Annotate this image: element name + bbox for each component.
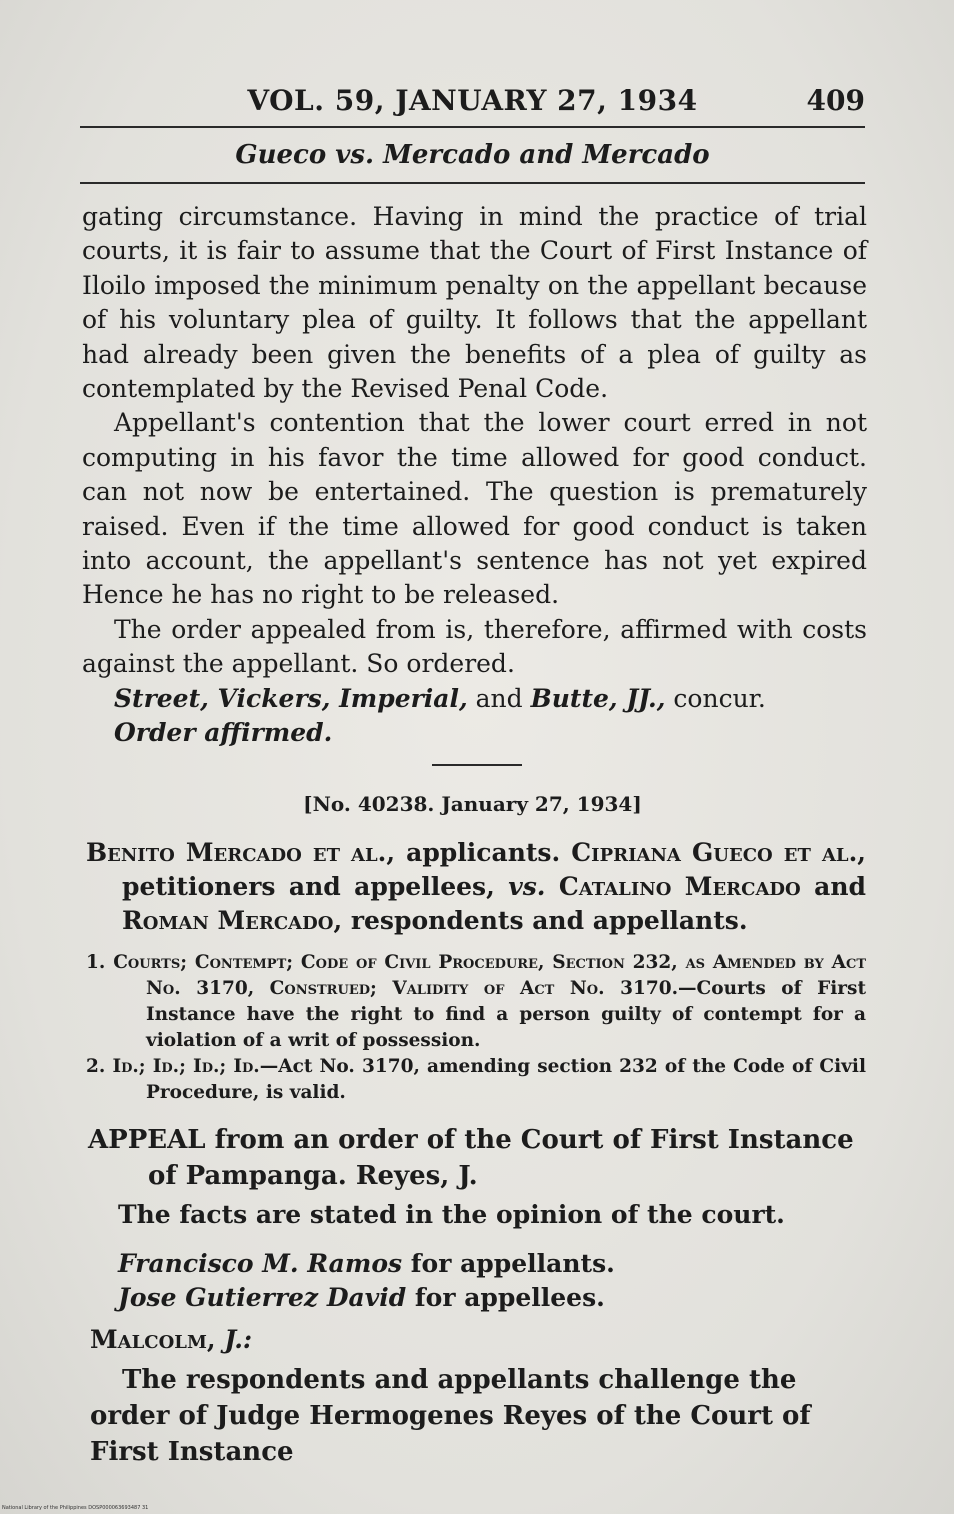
justice-title: J.:: [224, 1325, 253, 1354]
page-number: 409: [806, 84, 865, 117]
syllabus-number: 2.: [86, 1056, 106, 1077]
counsel-name: Jose Gutierrez David: [118, 1283, 407, 1312]
syllabus-body: —Courts of First Instance have the right to find a person guilty of contempt for a violation of a writ of possession.: [146, 978, 866, 1051]
syllabus: [86, 950, 866, 1106]
case-divider: [432, 764, 522, 766]
running-head: Gueco vs. Mercado and Mercado: [235, 140, 710, 170]
concurring-justices: Street, Vickers, Imperial,: [114, 683, 468, 713]
counsel-role: for appellees.: [406, 1283, 605, 1312]
previous-case-text: [82, 200, 867, 751]
concurring-and: and: [475, 683, 523, 713]
syllabus-number: 1.: [86, 952, 106, 973]
justice-name: Malcolm,: [90, 1325, 216, 1354]
opinion-author: [90, 1325, 252, 1354]
concurring-last: Butte, JJ.,: [530, 683, 666, 713]
party-name: Benito Mercado et al.: [86, 838, 387, 867]
syllabus-heading: Courts; Contempt; Code of Civil Procedure, Section 232, as Amended by Act No. 3170, Construed; Validity of Act No. 3170.: [113, 952, 866, 999]
party-name: Catalino Mercado: [558, 872, 801, 901]
party-text: and: [800, 872, 866, 901]
paragraph: The order appealed from is, therefore, affirmed with costs against the appellant. So ordered.: [82, 614, 867, 679]
concurrence: [82, 682, 867, 716]
facts-statement: The facts are stated in the opinion of the court.: [118, 1200, 785, 1229]
concur-word: concur.: [673, 683, 766, 713]
party-text: [546, 872, 559, 901]
case-number: [No. 40238. January 27, 1934]: [303, 792, 642, 816]
paragraph: gating circumstance. Having in mind the practice of trial courts, it is fair to assume that the Court of First Instance of Iloilo imposed the minimum penalty on the appellant because of his voluntary plea of guilty. It follows that the appellant had already been given the benefits of a plea of guilty as contemplated by the Revised Penal Code.: [82, 202, 867, 404]
paragraph: Appellant's contention that the lower court erred in not computing in his favor the time allowed for good conduct. can not now be entertained. The question is prematurely raised. Even if the time allowed for good conduct is taken into account, the appellant's sentence has not yet expired Hence he has no right to be released.: [82, 408, 867, 610]
party-name: Roman Mercado: [122, 906, 334, 935]
appeal-statement: [88, 1122, 868, 1194]
volume-title: VOL. 59, JANUARY 27, 1934: [247, 84, 698, 117]
syllabus-item: [86, 950, 866, 1054]
opening-paragraph: The respondents and appellants challenge the order of Judge Hermogenes Reyes of the Court of First Instance: [90, 1365, 811, 1467]
case-parties: [86, 836, 866, 938]
party-text: , applicants.: [386, 838, 572, 867]
counsel-line: [118, 1247, 878, 1281]
header-rule-top: [80, 126, 865, 128]
party-name: Cipriana Gueco et al.: [571, 838, 858, 867]
syllabus-heading: Id.; Id.; Id.; Id.: [112, 1056, 260, 1077]
disposition: Order affirmed.: [114, 718, 333, 748]
counsel-role: for appellants.: [402, 1249, 615, 1278]
appeal-text: APPEAL from an order of the Court of First Instance of Pampanga. Reyes, J.: [88, 1125, 854, 1191]
party-text: , petitioners and appellees,: [122, 838, 866, 901]
opinion-opening: [90, 1362, 870, 1470]
party-text: , respondents and appellants.: [333, 906, 748, 935]
footer-note: National Library of the Philippines DOSP000063693487 31: [2, 1505, 149, 1511]
counsel-list: [118, 1247, 878, 1315]
header-rule-bottom: [80, 182, 865, 184]
counsel-name: Francisco M. Ramos: [118, 1249, 403, 1278]
syllabus-body: —Act No. 3170, amending section 232 of the Code of Civil Procedure, is valid.: [146, 1056, 866, 1103]
versus: vs.: [508, 872, 546, 901]
syllabus-item: [86, 1054, 866, 1106]
counsel-line: [118, 1281, 878, 1315]
